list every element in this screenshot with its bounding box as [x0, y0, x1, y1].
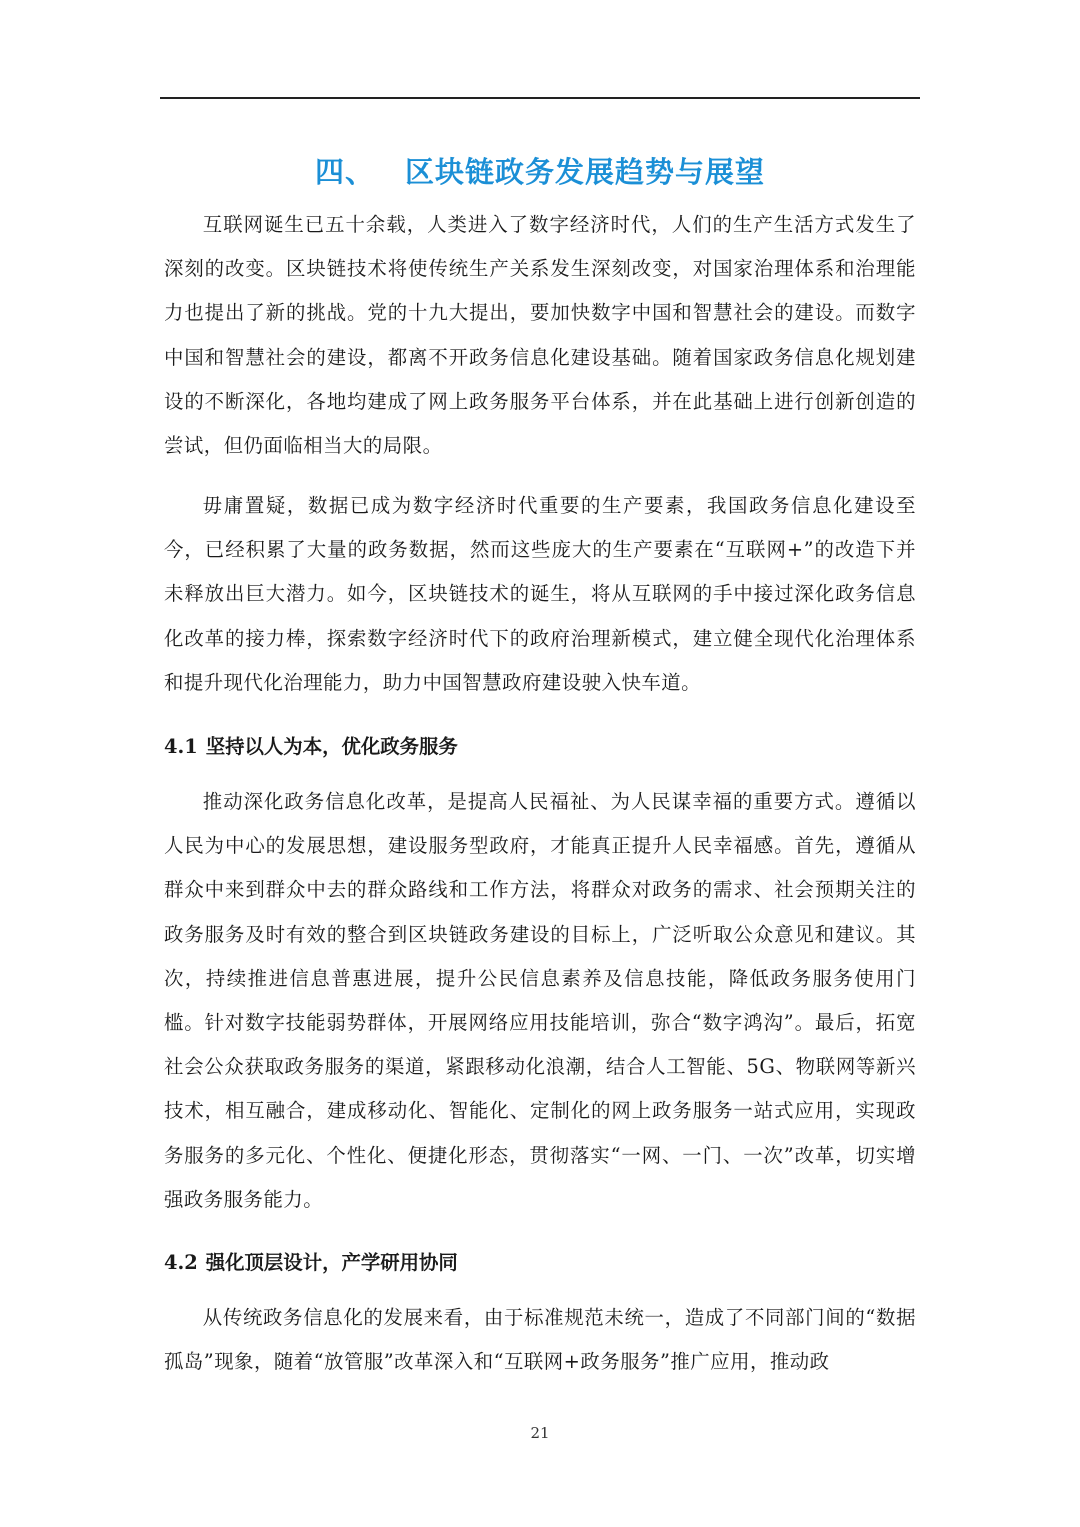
section-heading-4-2	[164, 1248, 916, 1278]
chapter-title	[160, 150, 920, 194]
section-heading-4-1	[164, 732, 916, 762]
chapter-title-text: 区块链政务发展趋势与展望	[405, 155, 766, 189]
section-title: 强化顶层设计，产学研用协同	[205, 1251, 458, 1274]
section-number: 4.1	[164, 735, 198, 758]
intro-paragraph-1: 互联网诞生已五十余载，人类进入了数字经济时代，人们的生产生活方式发生了深刻的改变。区块链技术将使传统生产关系发生深刻改变，对国家治理体系和治理能力也提出了新的挑战。党的十九大提出，要加快数字中国和智慧社会的建设。而数字中国和智慧社会的建设，都离不开政务信息化建设基础。随着国家政务信息化规划建设的不断深化，各地均建成了网上政务服务平台体系，并在此基础上进行创新创造的尝试，但仍面临相当大的局限。	[164, 213, 916, 458]
page-number: 21	[530, 1424, 550, 1442]
chapter-number: 四、	[314, 155, 375, 189]
section-number: 4.2	[164, 1251, 198, 1274]
section-4-2-paragraph: 从传统政务信息化的发展来看，由于标准规范未统一，造成了不同部门间的“数据孤岛”现象，随着“放管服”改革深入和“互联网+政务服务”推广应用，推动政	[164, 1306, 916, 1374]
header-rule	[160, 97, 920, 99]
section-4-1-paragraph: 推动深化政务信息化改革，是提高人民福祉、为人民谋幸福的重要方式。遵循以人民为中心的发展思想，建设服务型政府，才能真正提升人民幸福感。首先，遵循从群众中来到群众中去的群众路线和工作方法，将群众对政务的需求、社会预期关注的政务服务及时有效的整合到区块链政务建设的目标上，广泛听取公众意见和建议。其次，持续推进信息普惠进展，提升公民信息素养及信息技能，降低政务服务使用门槛。针对数字技能弱势群体，开展网络应用技能培训，弥合“数字鸿沟”。最后，拓宽社会公众获取政务服务的渠道，紧跟移动化浪潮，结合人工智能、5G、物联网等新兴技术，相互融合，建成移动化、智能化、定制化的网上政务服务一站式应用，实现政务服务的多元化、个性化、便捷化形态，贯彻落实“一网、一门、一次”改革，切实增强政务服务能力。	[164, 790, 916, 1211]
intro-paragraph-2: 毋庸置疑，数据已成为数字经济时代重要的生产要素，我国政务信息化建设至今，已经积累了大量的政务数据，然而这些庞大的生产要素在“互联网+”的改造下并未释放出巨大潜力。如今，区块链技术的诞生，将从互联网的手中接过深化政务信息化改革的接力棒，探索数字经济时代下的政府治理新模式，建立健全现代化治理体系和提升现代化治理能力，助力中国智慧政府建设驶入快车道。	[164, 494, 916, 694]
section-title: 坚持以人为本，优化政务服务	[205, 735, 458, 758]
